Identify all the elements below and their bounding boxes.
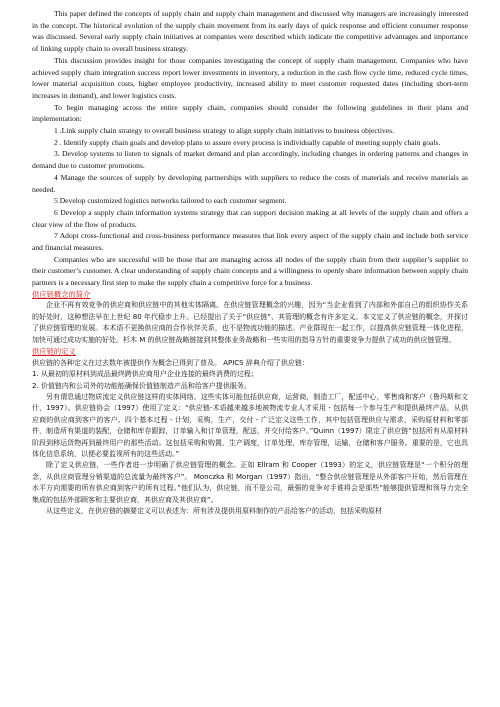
guideline-item-5: 5 Develop customized logistics networks tailored to each customer segment. [54, 196, 287, 206]
definition-paragraph-1: 另有谓息通过物质流定义供应链这样的实体网络。这些实体可能包括供应商，运营商，制造工厂，配送中心，零售商和客户（鲁玛斯和文什，1997）。供应链协会（1997）使用了定义：“供应链-术语越来越多地被物流专业人才采用 - 包括每一个参与生产和提供最终产品，从供应商的供应商到客户的客户。四个基本过程 - 计划，采购，生产，交付 - 广泛定义这些工作，其中包括管理供应与需求，采购原材料和零部件，制造所有渠道的装配，仓储和库存跟踪，订单输入和订单管理，配送，并交付给客户。”Quinn（1997）限定了供应链“包括所有从原材料阶段到移运货物再到最终用户的那些活动。这包括采购和购置，生产调度，订单处理，库存管理，运输，仓储和客户服务。重要的是，它也具体化信息系统，以便必要监视所有的这些活动。” [32, 392, 468, 458]
section-heading-concept: 供应链概念的简介 [32, 289, 91, 299]
guideline-item-7: 7 Adopt cross-functional and cross-business performance measures that link every aspect of the supply chain and include both service and financial measures. [32, 231, 468, 253]
guideline-item-3: 3. Develop systems to listen to signals of market demand and plan accordingly, including changes in ordering patterns and changes in demand due to customer promotions. [32, 149, 468, 171]
summary-paragraph-2: This discussion provides insight for those companies investigating the concept of supply chain management. Companies who have achieved supply chain integration success report lower investments in inventory, a reduction in the cash flow cycle time, reduced cycle times, lower material acquisition costs, higher employee productivity, increased ability to meet customer requested dates (including short-term increases in demand), and lower logistics costs. [32, 55, 468, 100]
guideline-item-6: 6 Develop a supply chain information systems strategy that can support decision making at all levels of the supply chain and offers a clear view of the flow of products. [32, 207, 468, 229]
definition-paragraph-3: 从这些定义，在供应链的摘要定义可以表述为：所有涉及提供用原料制作的产品给客户的活动，包括采购原材 [46, 506, 382, 515]
definition-item-2: 2. 价值链内和公司外的功能能确保价值链制造产品和给客户提供服务。 [32, 381, 251, 390]
guideline-item-4: 4 Manage the sources of supply by developing partnerships with suppliers to reduce the costs of materials and receive materials as needed. [32, 172, 468, 194]
summary-paragraph-4: Companies who are successful will be those that are managing across all nodes of the supply chain from their supplier’s supplier to their customer’s customer. A clear understanding of supply chain concepts and a willingness to openly share information between supply chain partners is a necessary first step to make the supply chain a competitive force for a business. [32, 254, 468, 288]
summary-paragraph-1: This paper defined the concepts of supply chain and supply chain management and discussed why managers are increasingly interested in the concept. The historical evolution of the supply chain movement from its early days of quick response and efficient consumer response was discussed. Several early supply chain initiatives at companies were described which indicate the competitive advantages and importance of linking supply chain to overall business strategy. [32, 9, 468, 54]
definition-item-1: 1. 从最初的原材料到成品最终跨供应商用户企业连接的最终消费的过程； [32, 370, 258, 379]
section-heading-definition: 供应链的定义 [32, 347, 76, 357]
summary-paragraph-3: To begin managing across the entire supply chain, companies should consider the following guidelines in their plans and implementation: [32, 102, 468, 124]
guideline-item-1: 1 .Link supply chain strategy to overall business strategy to align supply chain initiatives to business objectives. [54, 126, 394, 136]
guideline-item-2: 2 . Identify supply chain goals and develop plans to assure every process is individually capable of meeting supply chain goals. [54, 137, 441, 147]
definition-intro: 供应链的各种定义在过去数年被提供作为概念已得到了普及。 APICS 辞典介绍了供应链： [32, 358, 309, 367]
concept-paragraph: 企业不再有效竞争的供应商和供应链中的其他实体隔离。在供应链管理概念的兴趣，因为“当企业看到了内部和外部自己的组织协作关系的好处时，这种想法早在上世纪 80 年代稳步上升。已经提出了关于“供应链”、其管理的概念有许多定义。本文定义了供应链的概念，并探讨了供应链管理的发展。本术语不更换供应商的合作伙伴关系，也不是物流功能的描述。产业群现在一起工作，以提高供应链管理一体化进程，加快可通过成功实施的好处。杉木 M 的供应链战略链接到其整体业务战略和一些实用的指导方针的重要竞争力提供了成功的供应链管理。 [32, 301, 468, 344]
definition-paragraph-2: 除了定义供应链，一些作者进一步明确了供应链管理的概念。正如 Ellram 和 Cooper（1993）的定义，供应链管理是“一个积分的理念，从供应商管理分销渠道的总流量为最终客户”。 Monczka 和 Morgan（1997）指出，“整合供应链管理是从外部客户开始，然后管理在水平方向需要的所有供应商到客户的所有过程。”他们认为，供应链，而不是公司，最强的竞争对手谁将会是那些“能够提供管理和领导力完全集成的包括外部顾客和主要供应商，其供应商及其供应商”。 [32, 461, 468, 504]
